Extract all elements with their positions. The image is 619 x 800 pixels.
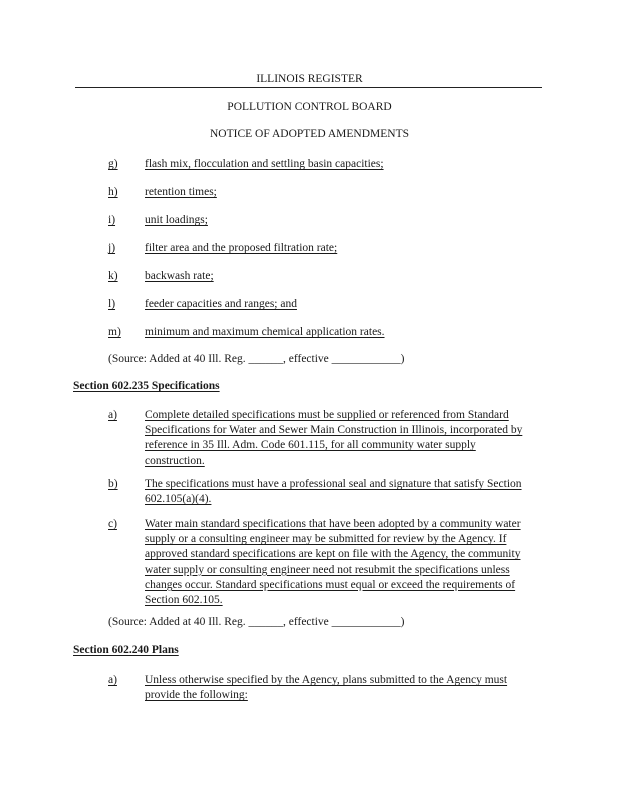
text-line: reference in 35 Ill. Adm. Code 601.115, for all community water supply (145, 439, 476, 452)
board-title: POLLUTION CONTROL BOARD (227, 101, 392, 113)
list-item-label: l) (108, 298, 116, 310)
list-item-text: unit loadings; (145, 214, 208, 226)
register-title: ILLINOIS REGISTER (256, 73, 363, 85)
text-line: approved standard specifications are kept on file with the Agency, the community (145, 548, 521, 561)
list-item-text: filter area and the proposed filtration rate; (145, 242, 338, 254)
text-line: provide the following: (145, 689, 248, 702)
section-item-label: c) (108, 518, 117, 530)
text-line: Section 602.105. (145, 594, 223, 607)
section-item-text (145, 408, 522, 469)
list-item-text: flash mix, flocculation and settling basin capacities; (145, 158, 384, 170)
list-item-label: i) (108, 214, 116, 226)
section-heading: Section 602.240 Plans (73, 644, 179, 656)
text-line: supply or a consulting engineer may be submitted for review by the Agency. If (145, 533, 507, 546)
text-line: Specifications for Water and Sewer Main Construction in Illinois, incorporated by (145, 424, 523, 437)
list-item-label: h) (108, 186, 118, 198)
list-item-label: g) (108, 158, 118, 170)
text-line: Complete detailed specifications must be supplied or referenced from Standard (145, 409, 509, 421)
section-item-text (145, 477, 522, 507)
text-line: The specifications must have a professional seal and signature that satisfy Section (145, 478, 522, 490)
list-item-text: feeder capacities and ranges; and (145, 298, 297, 310)
list-item-label: k) (108, 270, 118, 282)
list-item-label: m) (108, 326, 121, 338)
section-heading: Section 602.235 Specifications (73, 380, 220, 392)
text-line: changes occur. Standard specifications must equal or exceed the requirements of (145, 578, 516, 591)
text-line: Unless otherwise specified by the Agency, plans submitted to the Agency must (145, 674, 508, 686)
list-item-label: j) (108, 242, 116, 254)
section-item-label: b) (108, 478, 118, 490)
text-line: 602.105(a)(4). (145, 493, 212, 506)
source-note: (Source: Added at 40 Ill. Reg. ______, effective ____________) (108, 616, 405, 628)
list-item-text: minimum and maximum chemical application rates. (145, 326, 385, 338)
section-item-label: a) (108, 409, 117, 421)
text-line: Water main standard specifications that have been adopted by a community water (145, 518, 521, 530)
list-item-text: backwash rate; (145, 270, 214, 282)
list-item-text: retention times; (145, 186, 217, 198)
text-line: construction. (145, 454, 205, 467)
section-item-label: a) (108, 674, 117, 686)
section-item-text (145, 517, 521, 608)
section-item-text (145, 673, 507, 703)
source-note: (Source: Added at 40 Ill. Reg. ______, effective ____________) (108, 353, 405, 365)
header-rule (75, 87, 542, 88)
text-line: water supply or consulting engineer need not resubmit the specifications unless (145, 563, 510, 576)
notice-title: NOTICE OF ADOPTED AMENDMENTS (209, 128, 410, 140)
